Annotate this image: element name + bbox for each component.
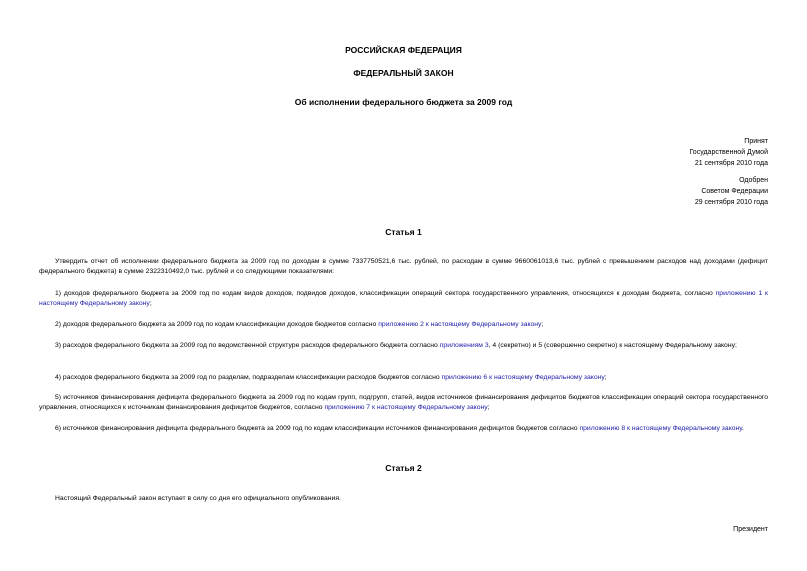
item-3-paragraph xyxy=(39,341,768,351)
item-1-end: ; xyxy=(149,300,152,307)
signature-role: Президент xyxy=(733,526,768,533)
item-3-end: , 4 (секретно) и 5 (совершенно секретно) к настоящему Федеральному закону; xyxy=(488,342,737,349)
item-1-text: 1) доходов федерального бюджета за 2009 год по кодам видов доходов, подвидов доходов, классификации операций сектора государственного управления, относящихся к доходам бюджета, согласно xyxy=(55,290,716,297)
appendix-1-link[interactable]: приложению 1 к настоящему Федеральному закону xyxy=(39,290,768,307)
adopted-line-2: Государственной Думой xyxy=(689,149,768,156)
item-6-end: . xyxy=(742,425,744,432)
appendix-8-link[interactable]: приложению 8 к настоящему Федеральному закону xyxy=(579,425,743,432)
item-2-paragraph xyxy=(39,320,768,330)
adopted-line-1: Принят xyxy=(744,138,768,145)
approved-block xyxy=(695,175,768,208)
approved-line-3: 29 сентября 2010 года xyxy=(694,199,768,206)
article-1-heading: Статья 1 xyxy=(385,227,422,237)
item-2-text: 2) доходов федерального бюджета за 2009 год по кодам классификации доходов бюджетов согласно xyxy=(55,321,379,328)
item-5-paragraph xyxy=(39,393,768,413)
item-1-paragraph xyxy=(39,289,768,309)
article-2-heading: Статья 2 xyxy=(385,463,422,473)
item-4-end: ; xyxy=(604,374,607,381)
article-1-intro: Утвердить отчет об исполнении федерального бюджета за 2009 год по доходам в сумме 7337750521,6 тыс. рублей, по расходам в сумме 9660061013,6 тыс. рублей с превышением расходов над доходами (дефицит федерального бюджета) в сумме 2322310492,0 тыс. рублей и со следующими показателями: xyxy=(39,258,768,275)
appendix-3-link[interactable]: приложениям 3 xyxy=(439,342,489,349)
appendix-2-link[interactable]: приложению 2 к настоящему Федеральному закону xyxy=(378,321,542,328)
item-3-text: 3) расходов федерального бюджета за 2009 год по ведомственной структуре расходов федерального бюджета согласно xyxy=(55,342,440,349)
law-title: Об исполнении федерального бюджета за 2009 год xyxy=(294,97,513,107)
appendix-7-link[interactable]: приложению 7 к настоящему Федеральному закону xyxy=(324,404,488,411)
item-2-end: ; xyxy=(541,321,544,328)
appendix-6-link[interactable]: приложению 6 к настоящему Федеральному закону xyxy=(441,374,605,381)
country-heading: РОССИЙСКАЯ ФЕДЕРАЦИЯ xyxy=(345,45,462,55)
item-5-end: ; xyxy=(487,404,490,411)
item-6-paragraph xyxy=(39,424,768,434)
approved-line-1: Одобрен xyxy=(739,177,768,184)
adopted-line-3: 21 сентября 2010 года xyxy=(694,160,768,167)
adopted-block xyxy=(689,136,768,169)
item-6-text: 6) источников финансирования дефицита федерального бюджета за 2009 год по кодам классификации источников финансирования дефицитов бюджетов согласно xyxy=(55,425,580,432)
item-4-paragraph xyxy=(39,373,768,383)
item-4-text: 4) расходов федерального бюджета за 2009 год по разделам, подразделам классификации расходов бюджетов согласно xyxy=(55,374,442,381)
item-5-text: 5) источников финансирования дефицита федерального бюджета за 2009 год по кодам групп, подгрупп, статей, видов источников финансирования дефицитов бюджетов классификации операций сектора государственного управления, относящихся к источникам финансирования дефицитов бюджетов, согласно xyxy=(39,394,768,411)
doc-type-heading: ФЕДЕРАЛЬНЫЙ ЗАКОН xyxy=(353,68,454,78)
approved-line-2: Советом Федерации xyxy=(701,188,768,195)
article-2-text: Настоящий Федеральный закон вступает в силу со дня его официального опубликования. xyxy=(55,495,341,502)
